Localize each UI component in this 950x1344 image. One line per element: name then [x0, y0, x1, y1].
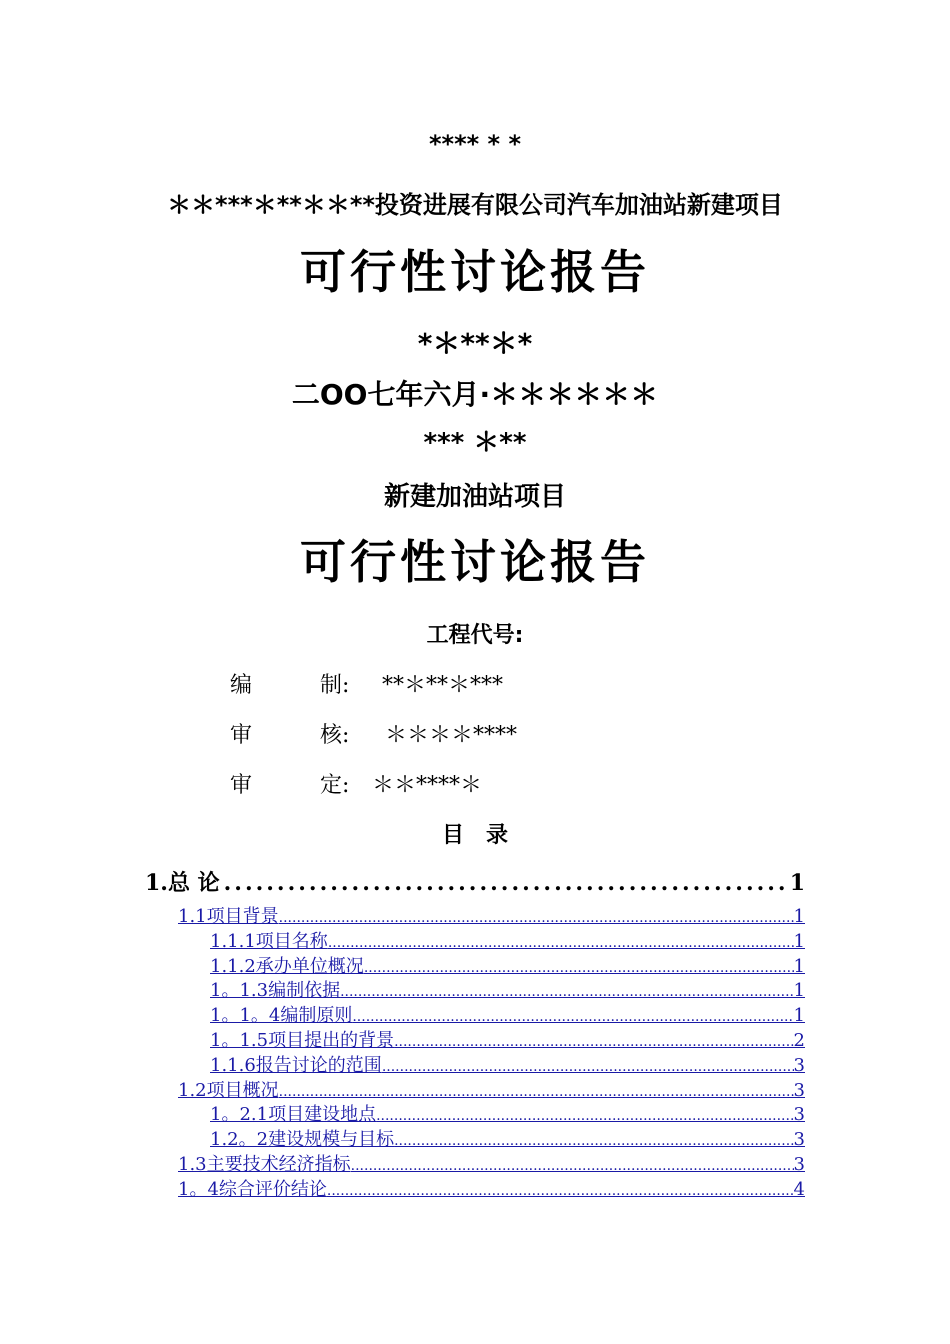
date-line: 二OO七年六月·＊＊＊＊＊＊: [291, 378, 659, 411]
toc-entry-page: 3: [793, 1054, 805, 1076]
toc-entry-page: 3: [793, 1154, 805, 1175]
toc-entry[interactable]: [178, 1178, 805, 1202]
toc-entry-title: 1。4综合评价结论: [178, 1178, 327, 1200]
cover-line-6: *** ＊**: [423, 428, 527, 458]
cover-line-1: **** * *: [428, 130, 521, 158]
toc-entry[interactable]: [178, 1153, 805, 1177]
subtitle-project: 新建加油站项目: [383, 482, 566, 512]
toc-entry[interactable]: [210, 979, 805, 1003]
toc-entry-title: 1。1.3编制依据: [210, 980, 341, 1002]
toc-leader: [327, 1179, 794, 1203]
toc-chapter-page: 1: [789, 870, 805, 896]
toc-leader: [382, 1055, 794, 1079]
report-title-2: 可行性讨论报告: [300, 535, 650, 589]
toc-entry-title: 1。1。4编制原则: [210, 1005, 353, 1027]
cover-line-4: *＊**＊*: [417, 327, 533, 360]
toc-leader: [328, 931, 794, 955]
toc-entry-page: 1: [793, 906, 805, 927]
toc-chapter-1[interactable]: [145, 866, 805, 897]
toc-entry-title: 1。2.1项目建设地点: [210, 1104, 377, 1126]
toc-entry-title: 1.2。2建设规模与目标: [210, 1129, 395, 1151]
toc-entry-page: 1: [793, 1005, 805, 1027]
toc-entry[interactable]: [210, 1128, 805, 1152]
toc-entry-title: 1.1.2承办单位概况: [210, 955, 364, 977]
toc-leader: [352, 1005, 793, 1029]
toc-entry-page: 3: [793, 1129, 805, 1151]
toc-leader: [279, 906, 794, 930]
signature-value: ＊＊****＊: [372, 773, 483, 798]
toc-entry-page: 1: [793, 955, 805, 977]
toc-leader: [394, 1030, 793, 1054]
toc-leader: [376, 1104, 793, 1128]
signature-label: 审: [230, 773, 253, 798]
company-project-line: ＊＊***＊**＊＊**投资进展有限公司汽车加油站新建项目: [167, 191, 783, 219]
project-code-label: 工程代号:: [426, 623, 524, 648]
toc-heading: 目 录: [441, 823, 508, 848]
toc-leader: [279, 1080, 794, 1104]
toc-entry[interactable]: [210, 955, 805, 979]
signature-label: 核:: [320, 723, 350, 748]
toc-entry[interactable]: [210, 1054, 805, 1078]
toc-leader: [364, 956, 794, 980]
toc-leader: [224, 870, 786, 896]
toc-leader: [394, 1129, 793, 1153]
signature-value: **＊**＊***: [382, 673, 504, 698]
toc-entry[interactable]: [210, 1004, 805, 1028]
toc-entry[interactable]: [210, 1029, 805, 1053]
toc-entry-page: 1: [793, 980, 805, 1002]
signature-label: 制:: [320, 673, 350, 698]
signature-value: ＊＊＊＊****: [385, 723, 518, 748]
toc-entry-page: 3: [793, 1104, 805, 1126]
toc-entry-page: 3: [793, 1079, 805, 1101]
toc-entry-title: 1.1.6报告讨论的范围: [210, 1054, 382, 1076]
toc-leader: [351, 1154, 794, 1178]
report-title-1: 可行性讨论报告: [300, 245, 650, 299]
toc-entry[interactable]: [178, 905, 805, 929]
toc-entry-title: 1.3主要技术经济指标: [178, 1154, 351, 1175]
toc-entry-page: 2: [793, 1030, 805, 1051]
toc-leader: [340, 980, 793, 1004]
toc-entry-title: 1.1.1项目名称: [210, 930, 328, 952]
toc-entry[interactable]: [210, 1103, 805, 1127]
toc-entry-title: 1.2项目概况: [178, 1079, 279, 1101]
toc-entry[interactable]: [210, 930, 805, 954]
toc-entry-title: 1.1项目背景: [178, 906, 279, 927]
toc-chapter-title: 1.总 论: [145, 870, 220, 896]
signature-label: 定:: [320, 773, 350, 798]
toc-entry-page: 1: [793, 930, 805, 952]
toc-entry-title: 1。1.5项目提出的背景: [210, 1030, 395, 1051]
signature-label: 审: [230, 723, 253, 748]
toc-entry-page: 4: [793, 1178, 805, 1200]
signature-label: 编: [230, 673, 253, 698]
toc-entry[interactable]: [178, 1079, 805, 1103]
